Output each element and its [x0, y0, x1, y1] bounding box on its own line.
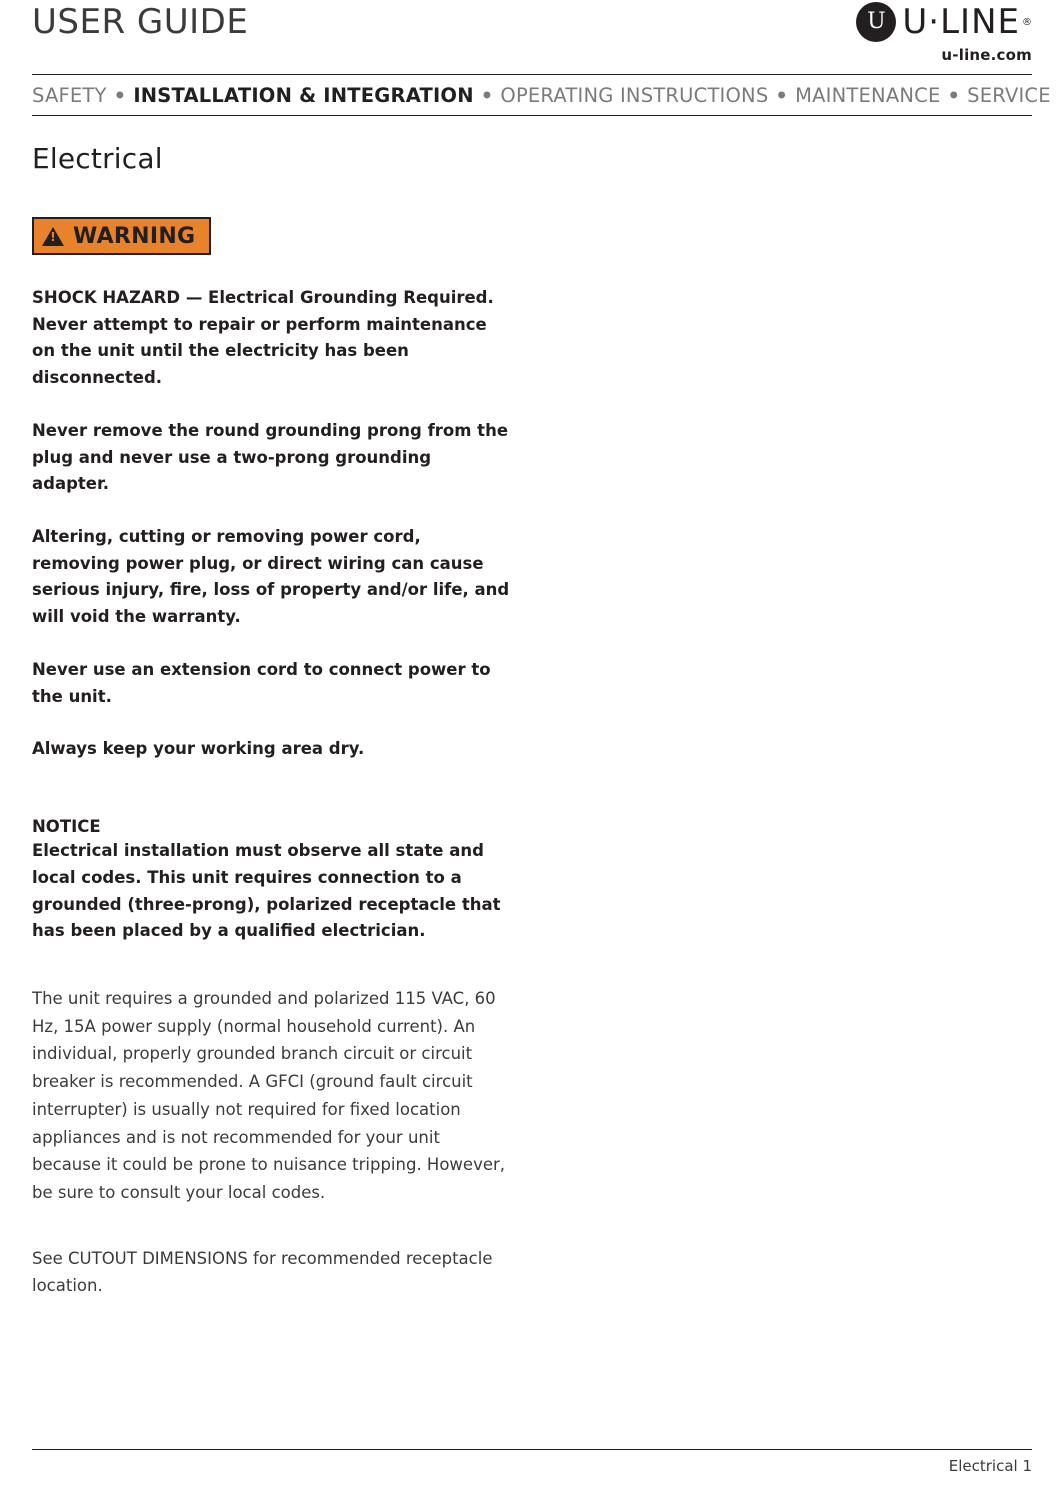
nav-item-installation-integration[interactable]: INSTALLATION & INTEGRATION: [133, 84, 474, 107]
warning-paragraph-1: SHOCK HAZARD — Electrical Grounding Required. Never attempt to repair or perform maintenance on the unit until the electricity has been disconnected.: [32, 288, 494, 388]
brand-url: u-line.com: [941, 46, 1032, 64]
nav-separator: •: [947, 84, 961, 107]
uline-roundel-icon: U: [856, 2, 896, 42]
section-nav: [32, 75, 1051, 107]
notice-label: NOTICE: [32, 817, 101, 837]
body-paragraph-1: The unit requires a grounded and polarized 115 VAC, 60 Hz, 15A power supply (normal household current). An individual, properly grounded branch circuit or circuit breaker is recommended. A GFCI (ground fault circuit interrupter) is usually not required for fixed location appliances and is not recommended for your unit because it could be prone to nuisance tripping. However, be sure to consult your local codes.: [32, 988, 506, 1202]
brand-logo: [772, 0, 1032, 44]
warning-triangle-icon: [42, 227, 64, 246]
page-footer: [32, 1449, 1032, 1475]
warning-label: WARNING: [73, 223, 196, 249]
registered-trademark-icon: ®: [1022, 16, 1032, 28]
body-paragraph-2: See CUTOUT DIMENSIONS for recommended receptacle location.: [32, 1248, 493, 1296]
page-title: USER GUIDE: [32, 2, 249, 42]
page-header: [32, 0, 1032, 72]
content-column-left: [32, 217, 512, 1300]
section-heading: Electrical: [32, 142, 163, 175]
brand-block: [772, 0, 1032, 64]
warning-paragraph-4: Never use an extension cord to connect power to the unit.: [32, 659, 491, 706]
warning-badge: [32, 217, 211, 255]
warning-paragraph-3: Altering, cutting or removing power cord, removing power plug, or direct wiring can cause serious injury, fire, loss of property and/or life, and will void the warranty.: [32, 527, 510, 627]
nav-item-maintenance[interactable]: MAINTENANCE: [795, 84, 941, 107]
nav-separator: •: [113, 84, 127, 107]
warning-paragraph-2: Never remove the round grounding prong from the plug and never use a two-prong grounding adapter.: [32, 420, 509, 494]
warning-paragraph-5: Always keep your working area dry.: [32, 739, 365, 759]
nav-separator: •: [480, 84, 494, 107]
nav-item-service[interactable]: SERVICE: [967, 84, 1051, 107]
brand-wordmark: U·LINE: [902, 2, 1020, 42]
footer-page-label: Electrical 1: [948, 1457, 1032, 1475]
notice-body: Electrical installation must observe all state and local codes. This unit requires connection to a grounded (three-prong), polarized receptacle that has been placed by a qualified electrician.: [32, 841, 501, 941]
nav-separator: •: [775, 84, 789, 107]
nav-item-safety[interactable]: SAFETY: [32, 84, 107, 107]
content-columns: [32, 217, 1032, 1300]
nav-item-operating-instructions[interactable]: OPERATING INSTRUCTIONS: [500, 84, 769, 107]
header-divider-bottom: [32, 115, 1032, 116]
content-column-right: [552, 217, 1032, 1300]
